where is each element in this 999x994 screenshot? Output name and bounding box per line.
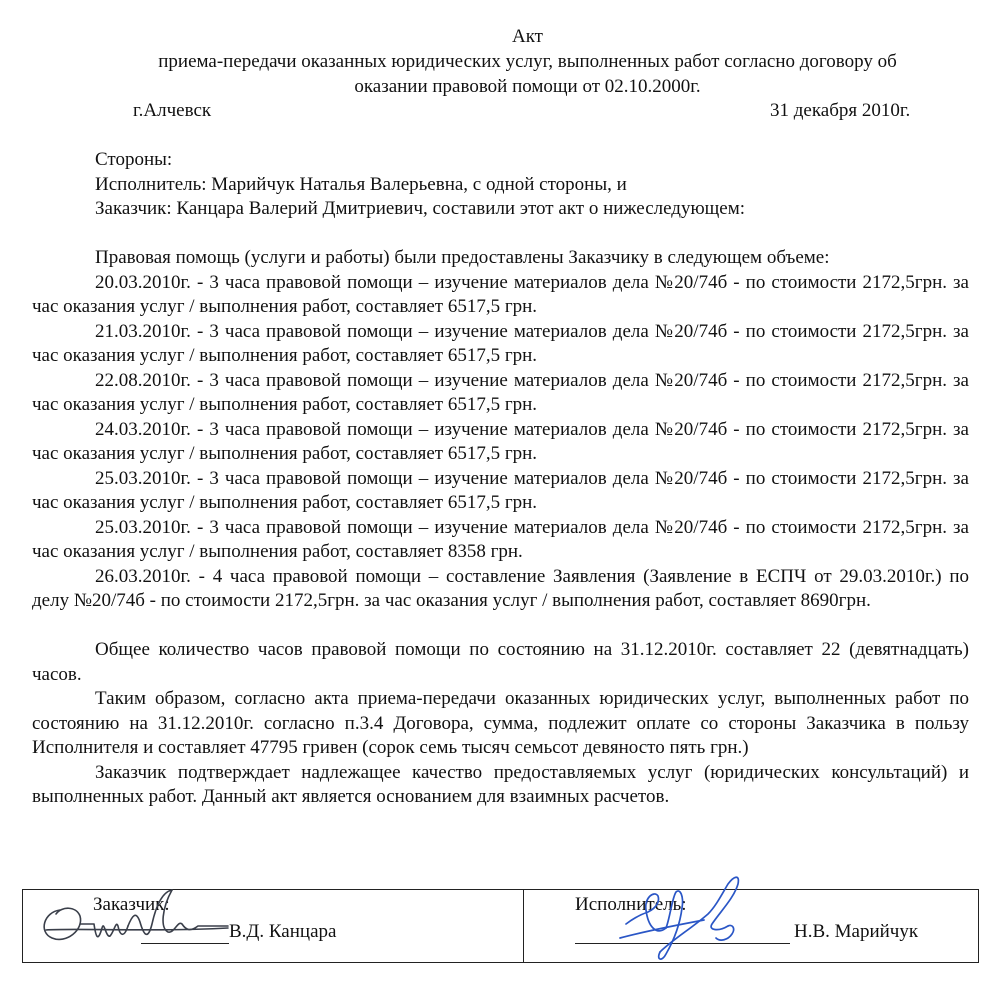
service-item: 25.03.2010г. - 3 часа правовой помощи – изучение материалов дела №20/74б - по стоимости 2172,5грн. за час оказания услуг / выполнения работ, составляет 6517,5 грн. [32,467,969,513]
service-item: 20.03.2010г. - 3 часа правовой помощи – изучение материалов дела №20/74б - по стоимости 2172,5грн. за час оказания услуг / выполнения работ, составляет 6517,5 грн. [32,271,969,317]
document-body [32,148,969,810]
service-item: 22.08.2010г. - 3 часа правовой помощи – изучение материалов дела №20/74б - по стоимости 2172,5грн. за час оказания услуг / выполнения работ, составляет 6517,5 грн. [32,369,969,415]
executor-signature-name: Н.В. Марийчук [794,921,919,942]
parties-customer: Заказчик: Канцара Валерий Дмитриевич, составили этот акт о нижеследующем: [95,198,746,219]
summary-total-hours: Общее количество часов правовой помощи по состоянию на 31.12.2010г. составляет 22 (девятнадцать) часов. [32,639,969,685]
document-city: г.Алчевск [133,100,212,121]
document-subtitle-line2: оказании правовой помощи от 02.10.2000г. [354,76,701,97]
service-item: 25.03.2010г. - 3 часа правовой помощи – изучение материалов дела №20/74б - по стоимости 2172,5грн. за час оказания услуг / выполнения работ, составляет 8358 грн. [32,516,969,562]
services-intro: Правовая помощь (услуги и работы) были предоставлены Заказчику в следующем объеме: [95,247,830,268]
service-item: 24.03.2010г. - 3 часа правовой помощи – изучение материалов дела №20/74б - по стоимости 2172,5грн. за час оказания услуг / выполнения работ, составляет 6517,5 грн. [32,418,969,464]
service-item: 21.03.2010г. - 3 часа правовой помощи – изучение материалов дела №20/74б - по стоимости 2172,5грн. за час оказания услуг / выполнения работ, составляет 6517,5 грн. [32,320,969,366]
executor-signature-label: Исполнитель: [575,894,687,915]
signature-divider [523,890,524,962]
spacer [32,222,969,247]
document-title: Акт [511,26,543,47]
customer-signature-name: В.Д. Канцара [229,921,337,942]
executor-handwritten-signature [612,868,762,968]
spacer [32,614,969,639]
parties-heading: Стороны: [95,149,173,170]
summary-confirmation: Заказчик подтверждает надлежащее качество предоставляемых услуг (юридических консультаций) и выполненных работ. Данный акт является основанием для взаимных расчетов. [32,761,969,807]
document-subtitle-line1: приема-передачи оказанных юридических услуг, выполненных работ согласно договору об [158,51,897,72]
parties-executor: Исполнитель: Марийчук Наталья Валерьевна, с одной стороны, и [95,173,627,195]
service-item: 26.03.2010г. - 4 часа правовой помощи – составление Заявления (Заявление в ЕСПЧ от 29.03.2010г.) по делу №20/74б - по стоимости 2172,5грн. за час оказания услуг / выполнения работ, составляет 8690грн. [32,565,969,611]
customer-signature-label: Заказчик: [93,894,170,915]
customer-handwritten-signature [32,880,232,960]
document-date: 31 декабря 2010г. [770,100,911,121]
summary-total-sum: Таким образом, согласно акта приема-передачи оказанных юридических услуг, выполненных работ по состоянию на 31.12.2010г. согласно п.3.4 Договора, сумма, подлежит оплате со стороны Заказчика в пользу Исполнителя и составляет 47795 гривен (сорок семь тысяч семьсот девяносто пять грн.) [32,688,969,758]
document-header [100,24,955,99]
